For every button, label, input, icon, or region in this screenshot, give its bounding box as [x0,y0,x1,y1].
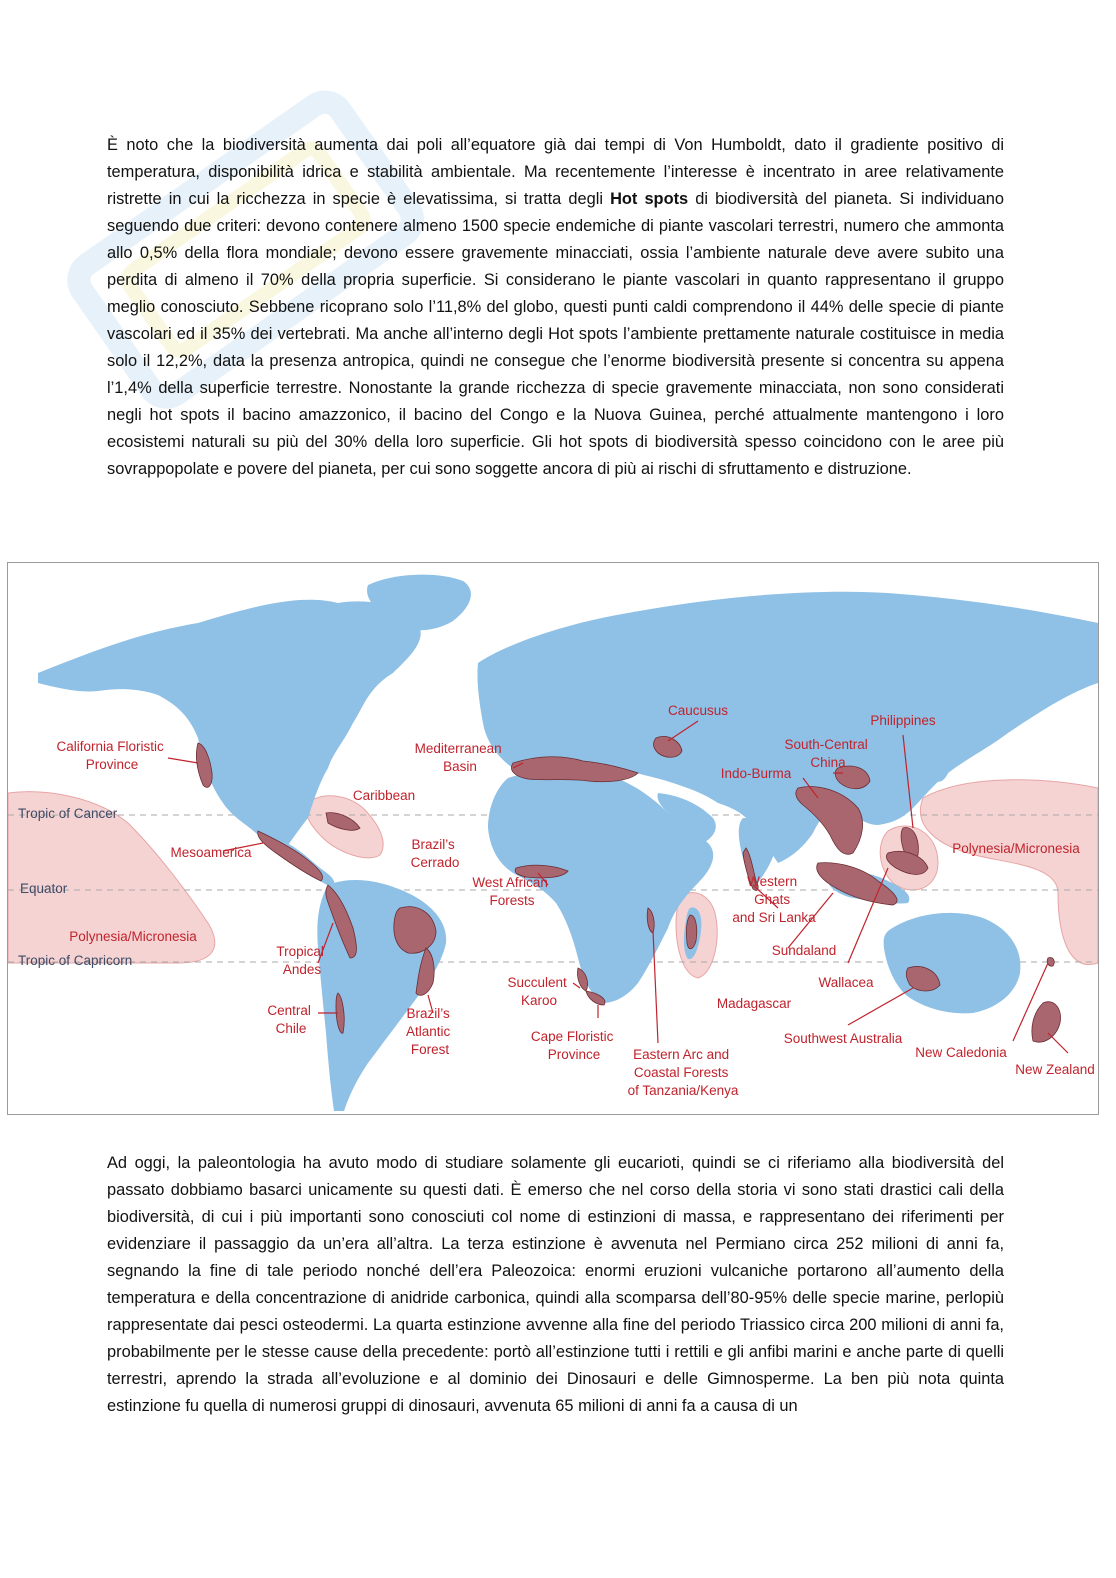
label-caribbean: Caribbean [352,788,416,803]
paragraph-hotspots [107,132,1004,483]
leader-sw-australia [848,988,913,1025]
label-philippines: Philippines [870,713,936,728]
label-polynesia-right: Polynesia/Micronesia [952,841,1080,856]
label-eastern-arc: Eastern Arc and Coastal Forests of Tanzania/Kenya [627,1047,739,1098]
tropic-of-cancer-label: Tropic of Cancer [18,806,118,821]
label-new-caledonia: New Caledonia [915,1045,1007,1060]
landmass-japan [934,737,954,782]
hot-spots-term: Hot spots [610,190,689,208]
label-cerrado: Brazil’s Cerrado [410,837,460,870]
hotspot-new-caledonia [1047,958,1054,967]
label-mesoamerica: Mesoamerica [170,845,252,860]
label-tropical-andes: Tropical Andes [276,944,324,977]
leader-new-zealand [1048,1033,1068,1053]
label-south-central-china: South-Central China [784,737,868,770]
leader-california [168,758,198,763]
hotspot-madagascar [686,915,696,949]
label-sundaland: Sundaland [771,943,837,958]
tropic-of-capricorn-label: Tropic of Capricorn [18,953,133,968]
label-central-chile: Central Chile [267,1003,311,1036]
label-atlantic-forest: Brazil’s Atlantic Forest [405,1006,451,1057]
paragraph-hotspots-intro: È noto che la biodiversità aumenta dai poli all’equatore già dai tempi di Von Humboldt, dato il gradiente positivo di temperatura, disponibilità idrica e stabilità ambientale. Ma recentemente l’interesse è incentrato in aree relativamente ristrette in cui la ricchezza in specie è elevatissima, si tratta degli [107,136,1004,208]
label-southwest-australia: Southwest Australia [783,1031,903,1046]
label-indo-burma: Indo-Burma [720,766,792,781]
map-figure [8,563,1098,1114]
label-west-african: West African Forests [472,875,548,908]
landmass-australia [884,913,1021,1013]
label-cape-floristic: Cape Floristic Province [530,1029,614,1062]
equator-label: Equator [20,881,68,896]
leader-succulent-karoo [573,983,580,988]
label-caucasus: Caucusus [667,703,729,718]
label-california: California Floristic Province [56,739,164,772]
paragraph-hotspots-rest: di biodiversità del pianeta. Si individuano seguendo due criteri: devono contenere almeno 1500 specie endemiche di piante vascolari terrestri, numero che ammonta allo 0,5% della flora mondiale; devono essere gravemente minacciati, ossia l’ambiente naturale deve avere subito una perdita di almeno il 70% della propria superficie. Si considerano le piante vascolari in quanto rappresentano il gruppo meglio conosciuto. Sebbene ricoprano solo l’11,8% del globo, questi punti caldi comprendono il 44% delle specie di piante vascolari ed il 35% dei vertebrati. Ma anche all’interno degli Hot spots l’ambiente prettamente naturale costituisce in media solo il 12,2%, data la presenza antropica, quindi ne consegue che l’enorme biodiversità presente si concentra su appena l’1,4% della superficie terrestre. Nonostante la grande ricchezza di specie gravemente minacciata, non sono considerati negli hot spots il bacino amazzonico, il bacino del Congo e la Nuova Guinea, perché attualmente mantengono i loro ecosistemi naturali su più del 30% della loro superficie. Gli hot spots di biodiversità spesso coincidono con le aree più sovrappopolate e povere del pianeta, per cui sono soggette ancora di più ai rischi di sfruttamento e distruzione. [107,190,1004,478]
label-new-zealand: New Zealand [1015,1062,1095,1077]
hotspots-world-map [7,562,1099,1115]
label-mediterranean: Mediterranean Basin [414,741,502,774]
label-western-ghats: Western Ghats and Sri Lanka [732,874,816,925]
label-madagascar: Madagascar [716,996,792,1011]
label-succulent-karoo: Succulent Karoo [507,975,567,1008]
label-wallacea: Wallacea [818,975,874,990]
paragraph-extinctions: Ad oggi, la paleontologia ha avuto modo di studiare solamente gli eucarioti, quindi se ci riferiamo alla biodiversità del passato dobbiamo basarci unicamente su questi dati. È emerso che nel corso della storia vi sono stati drastici cali della biodiversità, di cui i più importanti sono conosciuti col nome di estinzioni di massa, e rappresentano dei riferimenti per evidenziare il passaggio da un’era all’altra. La terza estinzione è avvenuta nel Permiano circa 252 milioni di anni fa, segnando la fine di tale periodo nonché dell’era Paleozoica: enormi eruzioni vulcaniche portarono all’aumento della temperatura e della concentrazione di anidride carbonica, quindi alla scomparsa dell’80-95% delle specie marine, perlopiù rappresentate dai pesci osteodermi. La quarta estinzione avvenne alla fine del periodo Triassico circa 200 milioni di anni fa, probabilmente per le stesse cause della precedente: portò all’estinzione tutti i rettili e gli anfibi marini e anche parte di quelli terrestri, aprendo la strada all’evoluzione e al dominio dei Dinosauri e delle Gimnosperme. La ben più nota quinta estinzione fu quella di numerosi gruppi di dinosauri, avvenuta 65 milioni di anni fa a causa di un [107,1154,1004,1415]
label-polynesia-left: Polynesia/Micronesia [69,929,197,944]
hotspot-new-zealand [1032,1002,1061,1042]
